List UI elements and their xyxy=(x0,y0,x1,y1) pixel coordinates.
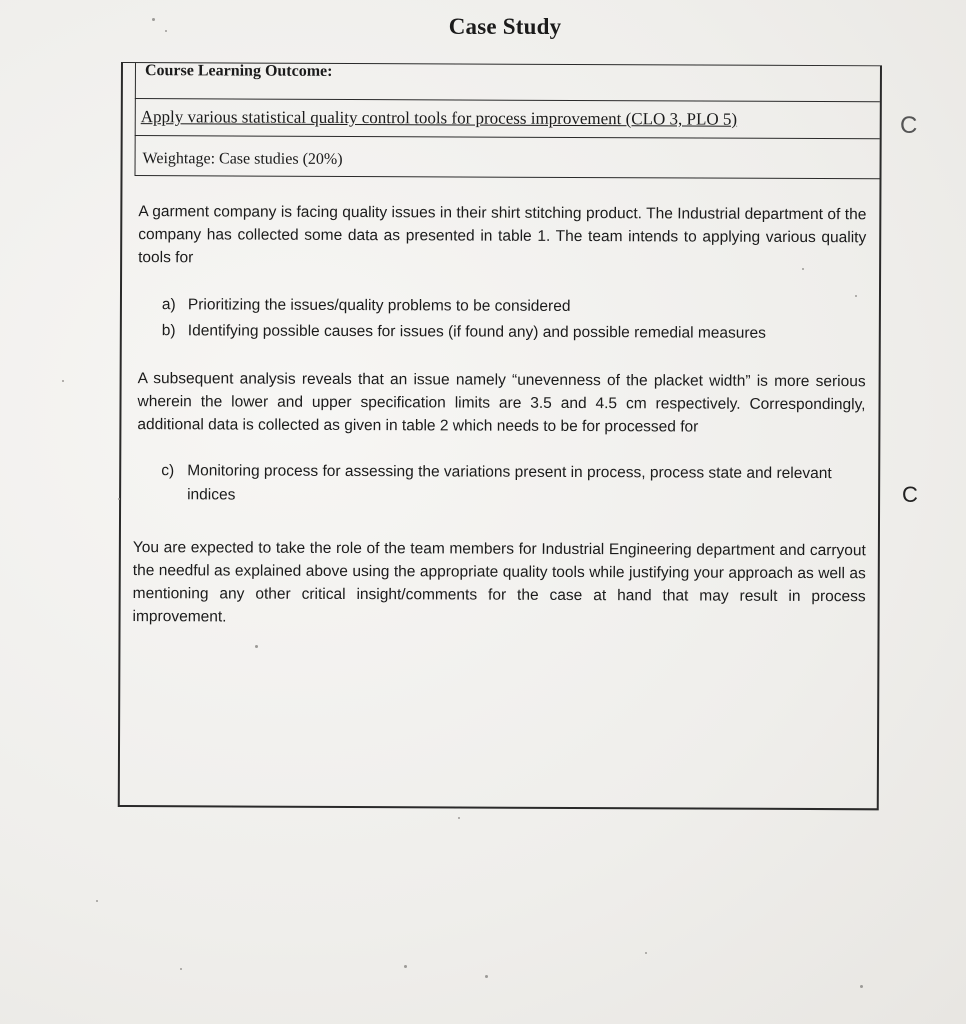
margin-mark-top: C xyxy=(900,112,918,139)
scan-speck xyxy=(118,498,120,500)
list-item xyxy=(162,292,862,321)
scan-speck xyxy=(855,295,857,297)
clo-heading-row xyxy=(135,63,880,102)
document-title: Case Study xyxy=(448,14,562,39)
task-list-2 xyxy=(161,459,861,510)
scan-speck xyxy=(404,965,407,968)
list-marker: b) xyxy=(161,322,176,340)
scan-speck xyxy=(165,30,167,32)
weightage-text: Weightage: Case studies (20%) xyxy=(142,150,343,168)
clo-text: Apply various statistical quality control tools for process improvement (CLO 3, PLO 5) xyxy=(140,107,738,129)
scan-speck xyxy=(485,975,488,978)
margin-mark-bottom: C xyxy=(902,482,918,507)
list-item xyxy=(162,318,862,347)
scan-speck xyxy=(96,900,98,902)
list-item-text: Monitoring process for assessing the variations present in process, process state and relevant indices xyxy=(187,462,832,504)
paragraph-instructions: You are expected to take the role of the team members for Industrial Engineering department and carryout the needful as explained above using the appropriate quality tools while justifying your approach as well as mentioning any other critical insight/comments for the case at hand that may result in process improvement. xyxy=(132,539,866,626)
clo-heading: Course Learning Outcome: xyxy=(144,62,333,80)
weightage-row xyxy=(135,137,880,179)
scan-speck xyxy=(802,268,804,270)
list-item xyxy=(161,459,861,510)
scan-speck xyxy=(62,380,64,382)
paragraph-analysis: A subsequent analysis reveals that an issue namely “unevenness of the placket width” is more serious wherein the lower and upper specification limits are 3.5 and 4.5 cm respectively. Correspondingly, additional data is collected as given in table 2 which needs to be for processed for xyxy=(137,370,866,436)
paragraph-intro: A garment company is facing quality issues in their shirt stitching product. The Industrial department of the company has collected some data as presented in table 1. The team intends to applying various quality tools for xyxy=(138,203,867,267)
list-marker: c) xyxy=(161,462,175,480)
list-item-text: Prioritizing the issues/quality problems to be considered xyxy=(187,296,571,315)
scan-speck xyxy=(860,985,863,988)
scan-speck xyxy=(255,645,258,648)
task-list-1 xyxy=(162,292,862,347)
list-marker: a) xyxy=(161,296,176,314)
scan-speck xyxy=(458,817,460,819)
clo-row xyxy=(135,99,880,139)
scan-speck xyxy=(645,952,647,954)
scan-speck xyxy=(152,18,155,21)
case-study-box xyxy=(118,62,882,810)
list-item-text: Identifying possible causes for issues (if found any) and possible remedial measures xyxy=(187,322,766,342)
scan-speck xyxy=(180,968,182,970)
